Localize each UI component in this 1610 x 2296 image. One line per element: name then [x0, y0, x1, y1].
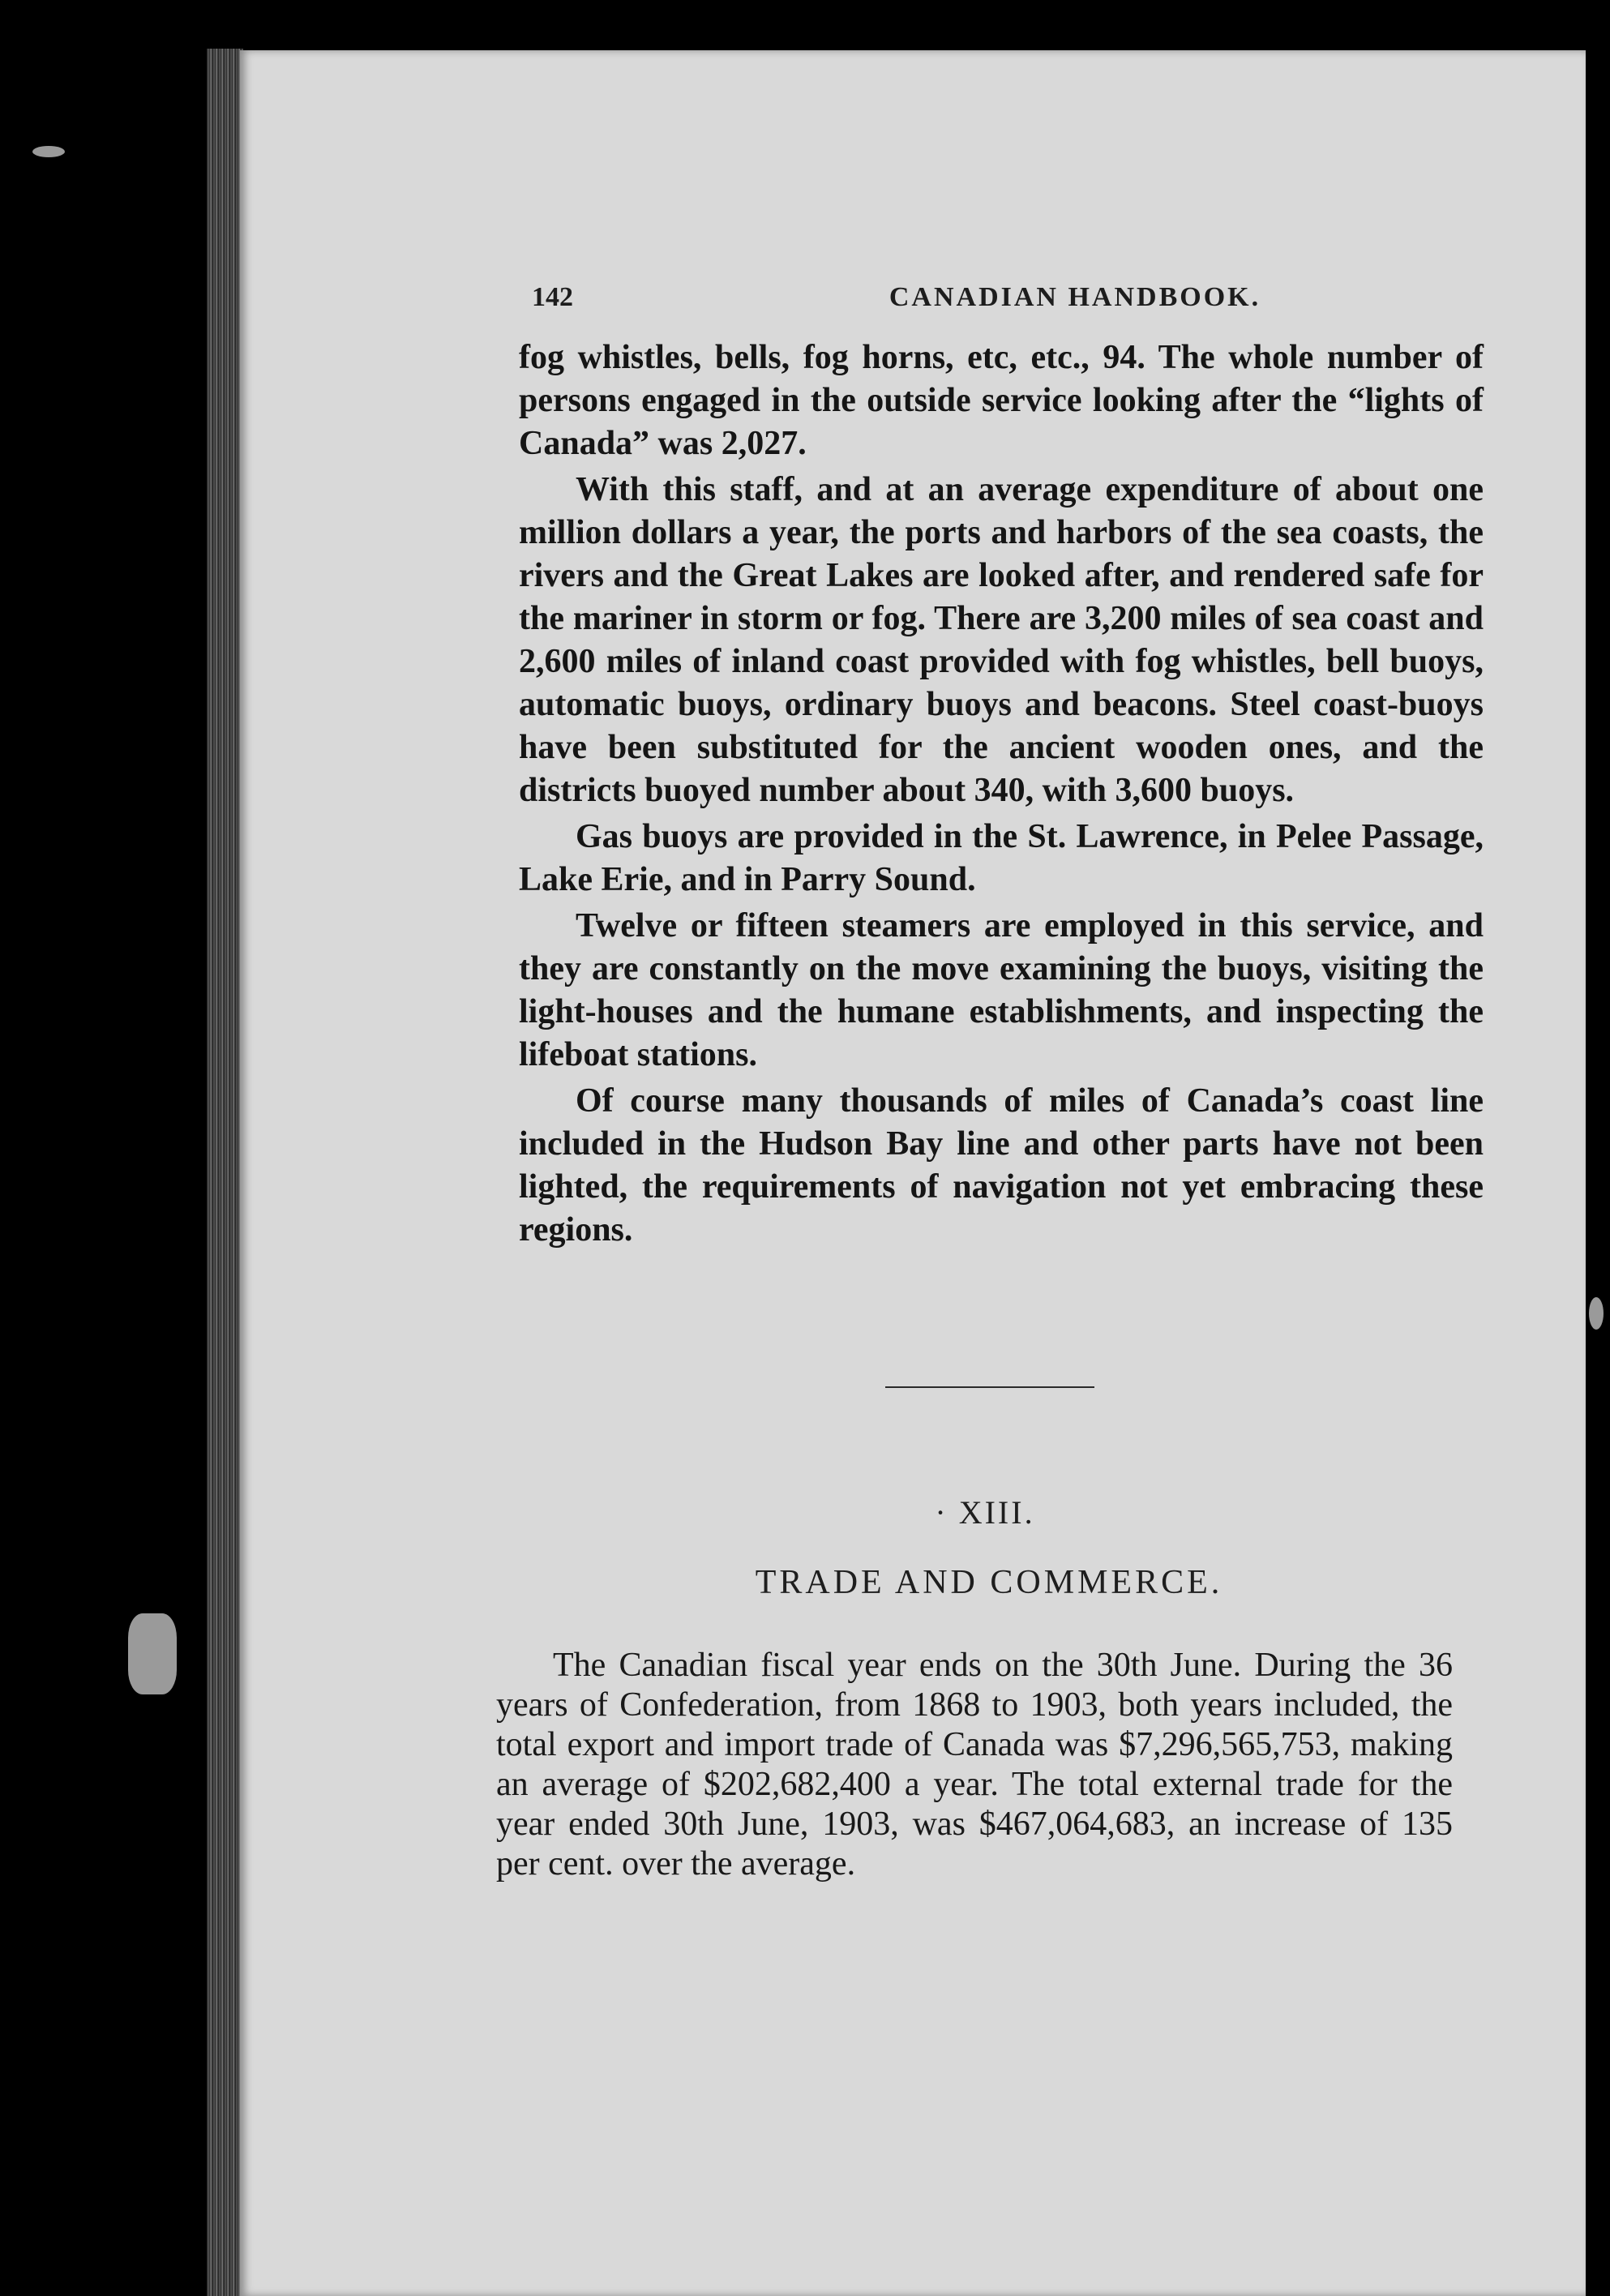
paragraph: Twelve or fifteen steamers are employed in this service, and they are constantly on the move examining the buoys, visiting the light-houses and the humane establishments, and inspecting the lifeboat stations. [519, 907, 1484, 1073]
paragraph: The Canadian fiscal year ends on the 30th June. During the 36 years of Confederation, from 1868 to 1903, both years included, the total export and import trade of Canada was $7,296,565,753, making an average of $202,682,400 a year. The total external trade for the year ended 30th June, 1903, was $467,064,683, an increase of 135 per cent. over the average. [496, 1647, 1453, 1883]
page-number: 142 [532, 282, 573, 312]
page-header [532, 282, 1456, 323]
trade-section-text [496, 1646, 1453, 1884]
paragraph: Of course many thousands of miles of Canada’s coast line included in the Hudson Bay line and other parts have not been lighted, the requirements of navigation not yet embracing these regions. [519, 1082, 1484, 1249]
scan-speck [1589, 1297, 1604, 1330]
chapter-number: · XIII. [935, 1494, 1035, 1531]
paragraph: Gas buoys are provided in the St. Lawrence, in Pelee Passage, Lake Erie, and in Parry Sound. [519, 818, 1484, 898]
paragraph: With this staff, and at an average expenditure of about one million dollars a year, the ports and harbors of the sea coasts, the rivers and the Great Lakes are looked after, and rendered safe for the mariner in storm or fog. There are 3,200 miles of sea coast and 2,600 miles of inland coast provided with fog whistles, bell buoys, automatic buoys, ordinary buoys and beacons. Steel coast-buoys have been substituted for the ancient wooden ones, and the districts buoyed number about 340, with 3,600 buoys. [519, 471, 1484, 809]
section-divider [885, 1386, 1094, 1388]
running-head: CANADIAN HANDBOOK. [888, 282, 1261, 312]
body-text [519, 336, 1484, 1252]
paragraph-continued: fog whistles, bells, fog horns, etc, etc., 94. The whole number of persons engaged in the outside service looking after the “lights of Canada” was 2,027. [519, 339, 1484, 462]
chapter-title: TRADE AND COMMERCE. [755, 1564, 1223, 1601]
book-spine [207, 49, 243, 2296]
scan-speck [128, 1613, 177, 1694]
scan-speck [32, 146, 65, 157]
